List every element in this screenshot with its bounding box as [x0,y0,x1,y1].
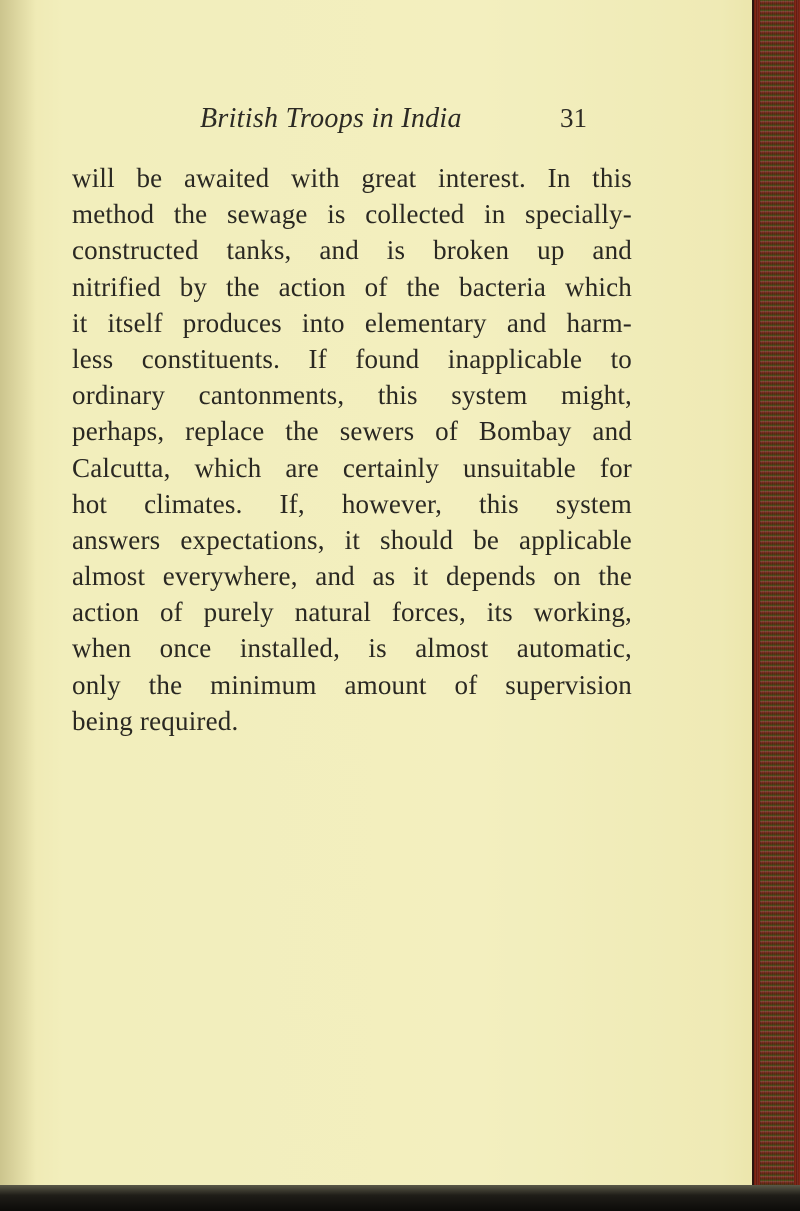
text-line: will be awaited with great interest. In this [72,163,632,193]
page-edges [752,0,800,1211]
running-title: British Troops in India [200,103,462,134]
text-line: less constituents. If found inapplicable to [72,343,632,374]
text-line: Calcutta, which are certainly unsuitable for [72,452,632,483]
text-line: constructed tanks, and is broken up and [72,235,632,266]
page-edges-texture [760,0,794,1211]
bottom-edge [0,1185,800,1211]
text-line: nitrified by the action of the bacteria which [72,271,632,302]
text-line: ordinary cantonments, this system might, [72,380,632,411]
gutter-shadow [0,0,36,1211]
text-line: only the minimum amount of supervision [72,669,632,700]
page-number: 31 [560,103,587,133]
text-line: when once installed, is almost automatic, [72,633,632,664]
body-text [72,160,632,739]
text-line-last: being required. [72,705,239,736]
text-line: hot climates. If, however, this system [72,488,632,519]
text-line: method the sewage is collected in specially- [72,199,632,230]
text-line: it itself produces into elementary and harm- [72,307,632,338]
text-line: perhaps, replace the sewers of Bombay and [72,416,632,447]
text-line: almost everywhere, and as it depends on the [72,561,632,592]
text-line: answers expectations, it should be applicable [72,524,632,555]
text-line: action of purely natural forces, its working, [72,597,632,628]
